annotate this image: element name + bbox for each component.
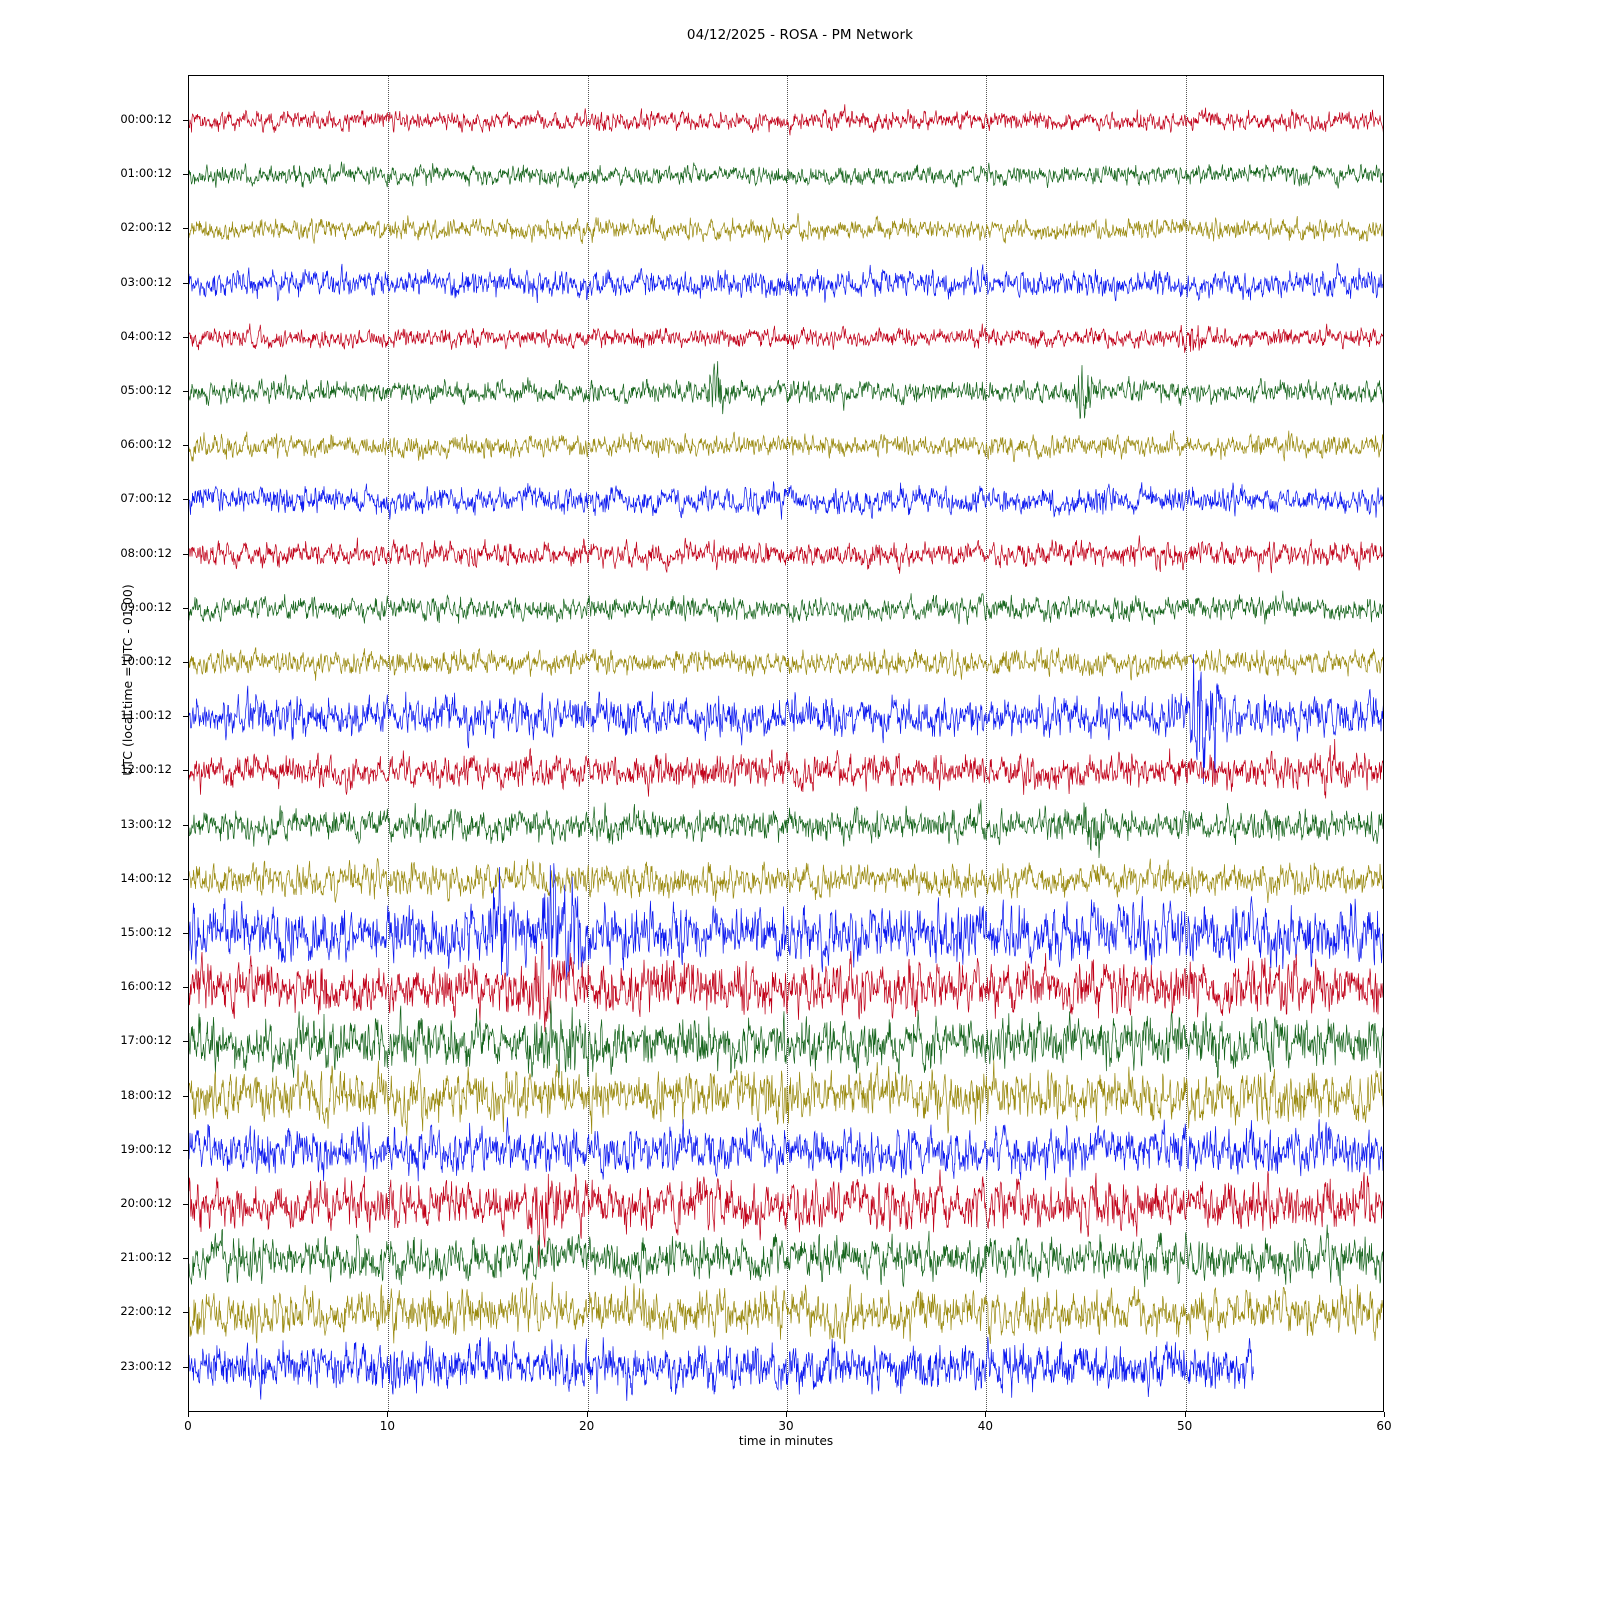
x-tick-label: 60 bbox=[1376, 1419, 1392, 1433]
x-tick-mark bbox=[387, 1412, 388, 1417]
y-tick-label: 10:00:12 bbox=[120, 654, 172, 668]
y-tick-label: 21:00:12 bbox=[120, 1250, 172, 1265]
x-tick-mark bbox=[985, 1412, 986, 1417]
y-tick-mark bbox=[183, 445, 188, 446]
y-tick-label: 12:00:12 bbox=[120, 762, 172, 777]
x-tick-label: 40 bbox=[977, 1419, 993, 1433]
x-gridline bbox=[986, 76, 987, 1411]
y-tick-label: 20:00:12 bbox=[120, 1196, 172, 1210]
y-tick-mark bbox=[183, 662, 188, 663]
y-tick-label: 16:00:12 bbox=[120, 979, 172, 994]
y-tick-label: 07:00:12 bbox=[120, 491, 172, 506]
y-tick-mark bbox=[183, 987, 188, 988]
x-tick-mark bbox=[1185, 1412, 1186, 1417]
y-tick-label: 11:00:12 bbox=[120, 708, 172, 723]
x-axis-label: time in minutes bbox=[738, 1434, 834, 1448]
y-tick-mark bbox=[183, 499, 188, 500]
y-tick-mark bbox=[183, 1096, 188, 1097]
y-tick-label: 04:00:12 bbox=[120, 328, 172, 343]
x-tick-label: 10 bbox=[379, 1419, 395, 1433]
y-tick-label: 14:00:12 bbox=[120, 870, 172, 885]
y-tick-mark bbox=[183, 825, 188, 826]
x-gridline bbox=[1186, 76, 1187, 1411]
y-tick-mark bbox=[183, 1041, 188, 1042]
y-tick-label: 06:00:12 bbox=[120, 437, 172, 452]
y-tick-mark bbox=[183, 391, 188, 392]
x-tick-mark bbox=[786, 1412, 787, 1417]
y-tick-mark bbox=[183, 337, 188, 338]
y-tick-label: 15:00:12 bbox=[120, 925, 172, 939]
y-tick-mark bbox=[183, 554, 188, 555]
y-tick-mark bbox=[183, 933, 188, 934]
y-tick-mark bbox=[183, 1204, 188, 1205]
y-tick-mark bbox=[183, 1312, 188, 1313]
y-tick-mark bbox=[183, 1367, 188, 1368]
x-gridline bbox=[588, 76, 589, 1411]
page-title: 04/12/2025 - ROSA - PM Network bbox=[686, 27, 914, 43]
y-tick-label: 01:00:12 bbox=[120, 166, 172, 181]
x-tick-mark bbox=[1384, 1412, 1385, 1417]
x-gridline bbox=[787, 76, 788, 1411]
x-tick-mark bbox=[188, 1412, 189, 1417]
y-tick-mark bbox=[183, 174, 188, 175]
y-tick-label: 09:00:12 bbox=[120, 599, 172, 614]
x-tick-mark bbox=[587, 1412, 588, 1417]
y-tick-label: 05:00:12 bbox=[120, 383, 172, 397]
y-tick-label: 22:00:12 bbox=[120, 1304, 172, 1319]
y-tick-mark bbox=[183, 608, 188, 609]
x-tick-label: 30 bbox=[778, 1419, 794, 1433]
y-tick-mark bbox=[183, 770, 188, 771]
y-tick-label: 13:00:12 bbox=[120, 816, 172, 831]
y-tick-label: 19:00:12 bbox=[120, 1141, 172, 1156]
y-tick-label: 03:00:12 bbox=[120, 274, 172, 289]
y-tick-mark bbox=[183, 879, 188, 880]
plot-area bbox=[188, 75, 1384, 1412]
x-gridline bbox=[388, 76, 389, 1411]
y-tick-mark bbox=[183, 228, 188, 229]
y-tick-mark bbox=[183, 1258, 188, 1259]
x-tick-label: 20 bbox=[579, 1419, 595, 1433]
y-tick-label: 18:00:12 bbox=[120, 1087, 172, 1102]
y-tick-label: 23:00:12 bbox=[120, 1358, 172, 1373]
y-tick-mark bbox=[183, 716, 188, 717]
y-tick-mark bbox=[183, 283, 188, 284]
y-axis-label: UTC (local time = UTC - 01:00) bbox=[120, 584, 135, 776]
y-tick-label: 17:00:12 bbox=[120, 1033, 172, 1048]
y-tick-label: 08:00:12 bbox=[120, 545, 172, 560]
y-tick-label: 00:00:12 bbox=[120, 112, 172, 126]
y-tick-mark bbox=[183, 120, 188, 121]
y-tick-label: 02:00:12 bbox=[120, 220, 172, 235]
x-tick-label: 50 bbox=[1177, 1419, 1193, 1433]
y-tick-mark bbox=[183, 1150, 188, 1151]
x-tick-label: 0 bbox=[184, 1419, 192, 1433]
